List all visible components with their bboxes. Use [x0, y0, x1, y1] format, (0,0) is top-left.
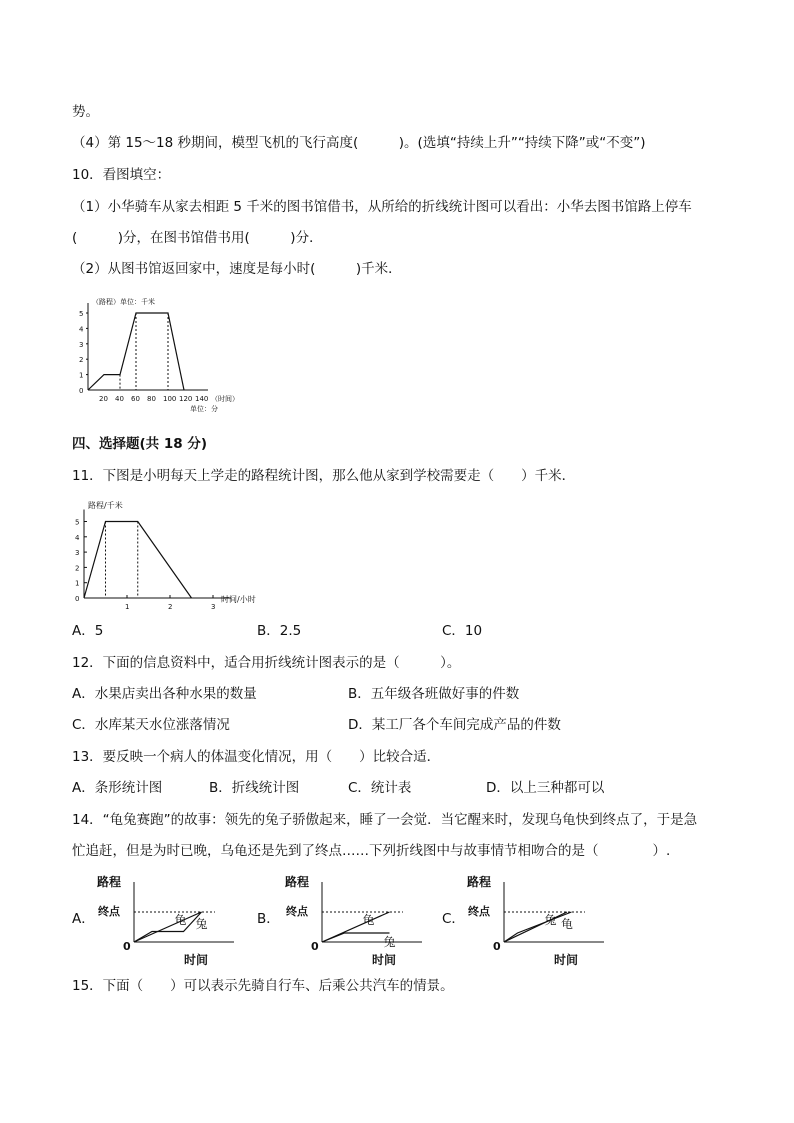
q12-text: 12．下面的信息资料中，适合用折线统计图表示的是（ ）。	[72, 655, 461, 671]
series-label: 兔	[544, 913, 557, 927]
q12-option-c[interactable]: C．水库某天水位涨落情况	[72, 717, 230, 733]
origin-label: 0	[123, 940, 131, 953]
q10-part2: （2）从图书馆返回家中，速度是每小时( )千米．	[72, 261, 402, 277]
q14-text: 14．“龟兔赛跑”的故事：领先的兔子骄傲起来，睡了一会觉．当它醒来时，发现乌龟快到终点了，于是急	[72, 812, 698, 828]
x-axis-label: （时间）	[211, 395, 239, 403]
q10-title: 10．看图填空：	[72, 167, 171, 183]
y-tick-label: 4	[79, 325, 84, 334]
q11-option-c[interactable]: C．10	[442, 623, 483, 639]
series-line	[504, 912, 567, 942]
q12-option-a[interactable]: A．水果店卖出各种水果的数量	[72, 686, 257, 702]
q13-option-c[interactable]: C．统计表	[348, 780, 412, 796]
x-tick-label: 1	[125, 603, 130, 611]
series-label: 兔	[195, 917, 208, 931]
x-tick-label: 60	[131, 395, 140, 403]
q14-option-b[interactable]: B．	[257, 911, 280, 927]
q11-option-a[interactable]: A．5	[72, 623, 104, 639]
y-tick-label: 3	[75, 549, 80, 558]
q14-text-cont: 忙追赶，但是为时已晚，乌龟还是先到了终点……下列折线图中与故事情节相吻合的是（ ）.	[72, 843, 671, 859]
x-axis-label: 时间	[184, 953, 209, 967]
y-tick-label: 4	[75, 533, 80, 542]
series-label: 龟	[362, 913, 375, 927]
q10-part1: （1）小华骑车从家去相距 5 千米的图书馆借书，从所给的折线统计图可以看出：小华去图书馆路上停车	[72, 199, 692, 215]
text-line: 势。	[72, 104, 99, 120]
q10-part1-cont: ( )分，在图书馆借书用( )分．	[72, 230, 323, 246]
q13-option-b[interactable]: B．折线统计图	[209, 780, 300, 796]
race-chart-c[interactable]	[462, 870, 592, 965]
q13-option-d[interactable]: D．以上三种都可以	[486, 780, 605, 796]
y-tick-label: 1	[75, 579, 80, 588]
q12-option-d[interactable]: D．某工厂各个车间完成产品的件数	[348, 717, 561, 733]
y-tick-label: 0	[79, 387, 84, 395]
series-label: 龟	[561, 917, 574, 931]
y-axis-label: 路程	[285, 875, 310, 889]
series-line	[134, 912, 202, 942]
origin-label: 0	[311, 940, 319, 953]
q11-text: 11．下图是小明每天上学走的路程统计图，那么他从家到学校需要走（ ）千米．	[72, 468, 576, 484]
race-chart-b[interactable]	[280, 870, 410, 965]
y-tick-label: 5	[79, 310, 84, 318]
y-tick-label: 0	[75, 595, 80, 603]
library-trip-chart	[72, 292, 272, 417]
x-tick-label: 140	[195, 395, 209, 403]
q12-option-b[interactable]: B．五年级各班做好事的件数	[348, 686, 520, 702]
y-axis-label: 路程	[467, 875, 492, 889]
finish-label: 终点	[98, 905, 120, 918]
series-label: 龟	[174, 913, 187, 927]
q14-option-c[interactable]: C．	[442, 911, 465, 927]
x-unit-label: 单位：分	[190, 405, 218, 413]
y-tick-label: 3	[79, 340, 84, 349]
q13-text: 13．要反映一个病人的体温变化情况，用（ ）比较合适．	[72, 749, 441, 765]
x-tick-label: 20	[99, 395, 108, 403]
y-axis-label: （路程）单位：千米	[92, 298, 155, 306]
section-heading: 四、选择题(共 18 分)	[72, 436, 208, 452]
series-line	[322, 933, 390, 942]
q15-text: 15．下面（ ）可以表示先骑自行车、后乘公共汽车的情景。	[72, 978, 454, 994]
q14-option-a[interactable]: A．	[72, 911, 95, 927]
y-axis-label: 路程/千米	[88, 501, 123, 510]
y-tick-label: 2	[75, 564, 80, 573]
q9-part4: （4）第 15～18 秒期间，模型飞机的飞行高度( )。(选填“持续上升”“持续下降”或“不变”)	[72, 135, 646, 151]
q11-option-b[interactable]: B．2.5	[257, 623, 302, 639]
q13-option-a[interactable]: A．条形统计图	[72, 780, 163, 796]
y-tick-label: 2	[79, 356, 84, 365]
y-axis-label: 路程	[97, 875, 122, 889]
x-tick-label: 120	[179, 395, 193, 403]
x-tick-label: 40	[115, 395, 124, 403]
origin-label: 0	[493, 940, 501, 953]
x-axis-label: 时间	[372, 953, 397, 967]
finish-label: 终点	[286, 905, 308, 918]
x-tick-label: 80	[147, 395, 156, 403]
x-axis-label: 时间	[554, 953, 579, 967]
x-axis-label: 时间/小时	[221, 595, 256, 604]
y-tick-label: 5	[75, 518, 80, 527]
x-tick-label: 3	[211, 603, 216, 611]
series-label: 兔	[383, 935, 396, 949]
y-tick-label: 1	[79, 371, 84, 380]
school-trip-chart	[72, 496, 287, 611]
race-chart-a[interactable]	[92, 870, 222, 965]
x-tick-label: 100	[163, 395, 177, 403]
x-tick-label: 2	[168, 603, 173, 611]
finish-label: 终点	[468, 905, 490, 918]
